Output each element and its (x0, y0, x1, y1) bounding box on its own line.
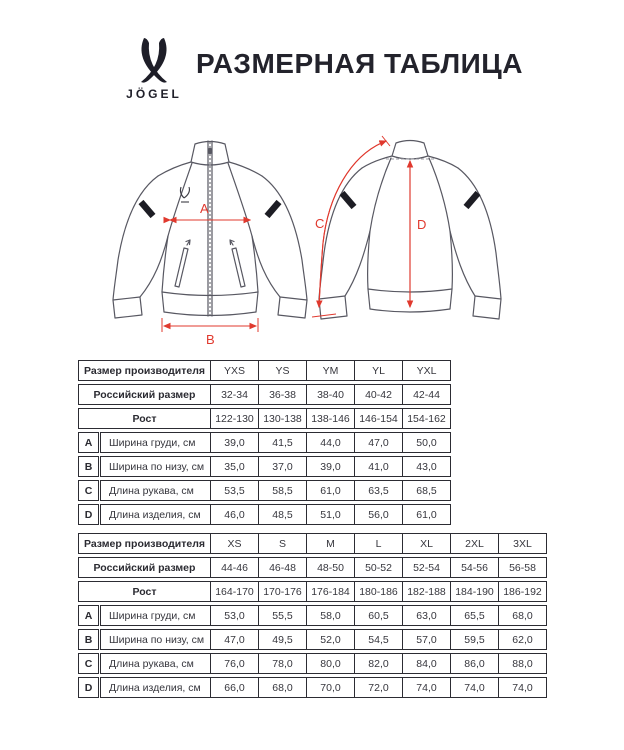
size-value-cell: 180-186 (354, 581, 403, 602)
meta-row-label: Рост (78, 581, 211, 602)
measure-value-cell: 58,0 (306, 605, 355, 626)
size-value-cell: 176-184 (306, 581, 355, 602)
size-value-cell: 170-176 (258, 581, 307, 602)
measure-value-cell: 68,0 (258, 677, 307, 698)
table-meta-row (78, 581, 547, 602)
size-value-cell: 38-40 (306, 384, 355, 405)
measure-value-cell: 46,0 (210, 504, 259, 525)
size-value-cell: 164-170 (210, 581, 259, 602)
table-measure-row (78, 677, 547, 698)
size-value-cell: YL (354, 360, 403, 381)
measure-label-cell: Ширина по низу, см (100, 629, 211, 650)
size-value-cell: 122-130 (210, 408, 259, 429)
measure-key-cell: A (78, 605, 99, 626)
measure-label-cell: Ширина по низу, см (100, 456, 211, 477)
size-value-cell: S (258, 533, 307, 554)
measure-value-cell: 61,0 (306, 480, 355, 501)
size-value-cell: 48-50 (306, 557, 355, 578)
measure-value-cell: 49,5 (258, 629, 307, 650)
measure-value-cell: 48,5 (258, 504, 307, 525)
size-value-cell: 54-56 (450, 557, 499, 578)
size-table-youth (78, 360, 451, 528)
front-hem-label: B (206, 332, 215, 347)
back-collar (386, 141, 434, 160)
back-sleeve-label: C (315, 216, 325, 231)
size-value-cell: L (354, 533, 403, 554)
measure-label-cell: Ширина груди, см (100, 605, 211, 626)
size-value-cell: 32-34 (210, 384, 259, 405)
meta-row-label: Рост (78, 408, 211, 429)
size-value-cell: XS (210, 533, 259, 554)
meta-row-label: Размер производителя (78, 360, 211, 381)
measure-value-cell: 60,5 (354, 605, 403, 626)
measure-value-cell: 53,0 (210, 605, 259, 626)
measure-value-cell: 68,0 (498, 605, 547, 626)
table-measure-row (78, 653, 547, 674)
table-measure-row (78, 605, 547, 626)
measure-key-cell: D (78, 677, 99, 698)
back-length-label: D (417, 217, 427, 232)
table-measure-row (78, 432, 451, 453)
measure-value-cell: 47,0 (354, 432, 403, 453)
size-value-cell: 3XL (498, 533, 547, 554)
measure-value-cell: 39,0 (306, 456, 355, 477)
table-measure-row (78, 629, 547, 650)
size-value-cell: 154-162 (402, 408, 451, 429)
size-value-cell: 182-188 (402, 581, 451, 602)
size-value-cell: 184-190 (450, 581, 499, 602)
measure-value-cell: 61,0 (402, 504, 451, 525)
measure-value-cell: 58,5 (258, 480, 307, 501)
measure-label-cell: Длина изделия, см (100, 504, 211, 525)
measure-value-cell: 76,0 (210, 653, 259, 674)
front-sleeve-stripes (141, 202, 279, 216)
dimension-B-arrow (162, 318, 258, 347)
table-meta-row (78, 384, 451, 405)
measure-value-cell: 88,0 (498, 653, 547, 674)
measure-value-cell: 59,5 (450, 629, 499, 650)
size-value-cell: YS (258, 360, 307, 381)
measure-value-cell: 37,0 (258, 456, 307, 477)
size-value-cell: 2XL (450, 533, 499, 554)
measure-value-cell: 68,5 (402, 480, 451, 501)
table-measure-row (78, 456, 451, 477)
size-value-cell: 130-138 (258, 408, 307, 429)
measure-value-cell: 63,5 (354, 480, 403, 501)
measure-value-cell: 65,5 (450, 605, 499, 626)
measure-key-cell: C (78, 653, 99, 674)
measure-value-cell: 44,0 (306, 432, 355, 453)
size-value-cell: YM (306, 360, 355, 381)
table-meta-row (78, 533, 547, 554)
measure-value-cell: 52,0 (306, 629, 355, 650)
measure-label-cell: Длина рукава, см (100, 653, 211, 674)
measure-value-cell: 84,0 (402, 653, 451, 674)
table-meta-row (78, 408, 451, 429)
size-value-cell: YXS (210, 360, 259, 381)
measure-value-cell: 56,0 (354, 504, 403, 525)
size-value-cell: XL (402, 533, 451, 554)
meta-row-label: Российский размер (78, 384, 211, 405)
table-meta-row (78, 557, 547, 578)
size-value-cell: 44-46 (210, 557, 259, 578)
size-value-cell: 50-52 (354, 557, 403, 578)
dimension-D-arrow (410, 161, 426, 307)
size-value-cell: 36-38 (258, 384, 307, 405)
measure-value-cell: 82,0 (354, 653, 403, 674)
measure-value-cell: 50,0 (402, 432, 451, 453)
measure-key-cell: B (78, 456, 99, 477)
measure-value-cell: 70,0 (306, 677, 355, 698)
measure-value-cell: 39,0 (210, 432, 259, 453)
measure-value-cell: 80,0 (306, 653, 355, 674)
measure-value-cell: 47,0 (210, 629, 259, 650)
jacket-front-view-diagram (104, 136, 316, 350)
measure-value-cell: 55,5 (258, 605, 307, 626)
measure-value-cell: 74,0 (450, 677, 499, 698)
size-value-cell: 42-44 (402, 384, 451, 405)
measure-key-cell: D (78, 504, 99, 525)
size-value-cell: 56-58 (498, 557, 547, 578)
brand-name: JÖGEL (126, 87, 182, 101)
measure-value-cell: 43,0 (402, 456, 451, 477)
measure-key-cell: C (78, 480, 99, 501)
size-value-cell: 146-154 (354, 408, 403, 429)
measure-value-cell: 78,0 (258, 653, 307, 674)
measure-value-cell: 72,0 (354, 677, 403, 698)
meta-row-label: Размер производителя (78, 533, 211, 554)
measure-value-cell: 41,0 (354, 456, 403, 477)
front-chest-label: A (200, 201, 209, 216)
size-value-cell: 46-48 (258, 557, 307, 578)
front-zipper (208, 141, 212, 316)
measure-value-cell: 74,0 (402, 677, 451, 698)
table-measure-row (78, 504, 451, 525)
meta-row-label: Российский размер (78, 557, 211, 578)
measure-value-cell: 62,0 (498, 629, 547, 650)
measure-key-cell: B (78, 629, 99, 650)
size-value-cell: YXL (402, 360, 451, 381)
measure-label-cell: Длина рукава, см (100, 480, 211, 501)
chest-logo-icon (180, 187, 189, 202)
measure-value-cell: 51,0 (306, 504, 355, 525)
measure-value-cell: 54,5 (354, 629, 403, 650)
size-value-cell: 138-146 (306, 408, 355, 429)
measure-value-cell: 74,0 (498, 677, 547, 698)
measure-value-cell: 86,0 (450, 653, 499, 674)
measure-value-cell: 35,0 (210, 456, 259, 477)
measure-value-cell: 41,5 (258, 432, 307, 453)
measure-value-cell: 66,0 (210, 677, 259, 698)
measure-label-cell: Ширина груди, см (100, 432, 211, 453)
brand-logo (122, 38, 186, 101)
jogel-emblem-icon (133, 38, 175, 84)
jacket-back-view-diagram (312, 133, 528, 355)
size-table-adult (78, 533, 547, 701)
page-title: РАЗМЕРНАЯ ТАБЛИЦА (196, 48, 523, 79)
size-value-cell: 52-54 (402, 557, 451, 578)
table-measure-row (78, 480, 451, 501)
size-value-cell: 40-42 (354, 384, 403, 405)
measure-value-cell: 63,0 (402, 605, 451, 626)
size-value-cell: 186-192 (498, 581, 547, 602)
measure-label-cell: Длина изделия, см (100, 677, 211, 698)
measure-key-cell: A (78, 432, 99, 453)
table-meta-row (78, 360, 451, 381)
measure-value-cell: 53,5 (210, 480, 259, 501)
size-value-cell: M (306, 533, 355, 554)
measure-value-cell: 57,0 (402, 629, 451, 650)
